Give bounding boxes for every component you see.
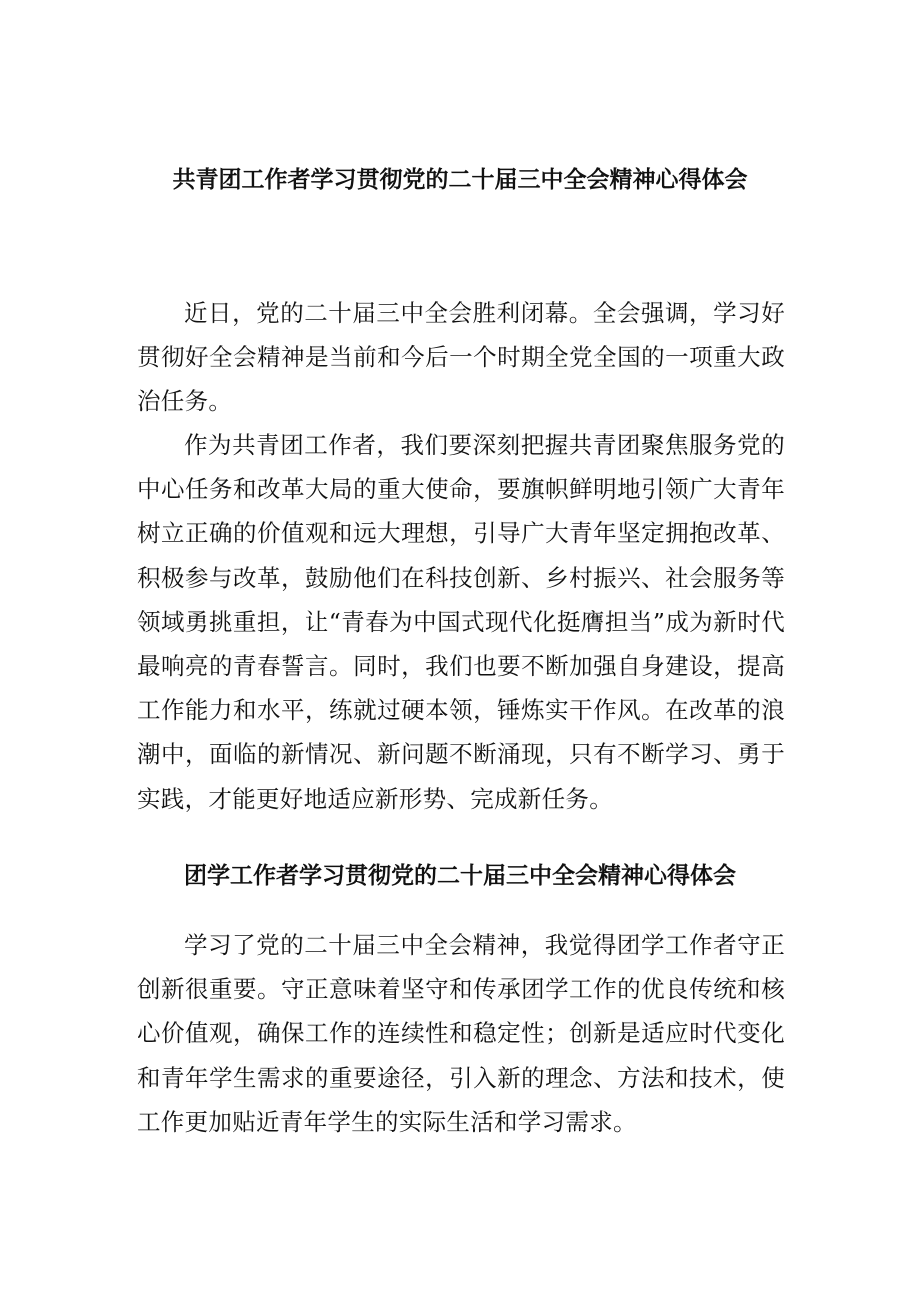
section-1-paragraph-2: 作为共青团工作者，我们要深刻把握共青团聚焦服务党的中心任务和改革大局的重大使命，要旗帜鲜明地引领广大青年树立正确的价值观和远大理想，引导广大青年坚定拥抱改革、积极参与改革，鼓励他们在科技创新、乡村振兴、社会服务等领域勇挑重担，让“青春为中国式现代化挺膺担当”成为新时代最响亮的青春誓言。同时，我们也要不断加强自身建设，提高工作能力和水平，练就过硬本领，锤炼实干作风。在改革的浪潮中，面临的新情况、新问题不断涌现，只有不断学习、勇于实践，才能更好地适应新形势、完成新任务。 [137,431,785,813]
section-1-paragraph-1: 近日，党的二十届三中全会胜利闭幕。全会强调，学习好贯彻好全会精神是当前和今后一个时期全党全国的一项重大政治任务。 [137,299,785,416]
section-2-paragraph-1: 学习了党的二十届三中全会精神，我觉得团学工作者守正创新很重要。守正意味着坚守和传承团学工作的优良传统和核心价值观，确保工作的连续性和稳定性；创新是适应时代变化和青年学生需求的重要途径，引入新的理念、方法和技术，使工作更加贴近青年学生的实际生活和学习需求。 [137,931,785,1136]
section-2-title: 团学工作者学习贯彻党的二十届三中全会精神心得体会 [184,863,736,889]
section-1-title: 共青团工作者学习贯彻党的二十届三中全会精神心得体会 [172,167,748,193]
